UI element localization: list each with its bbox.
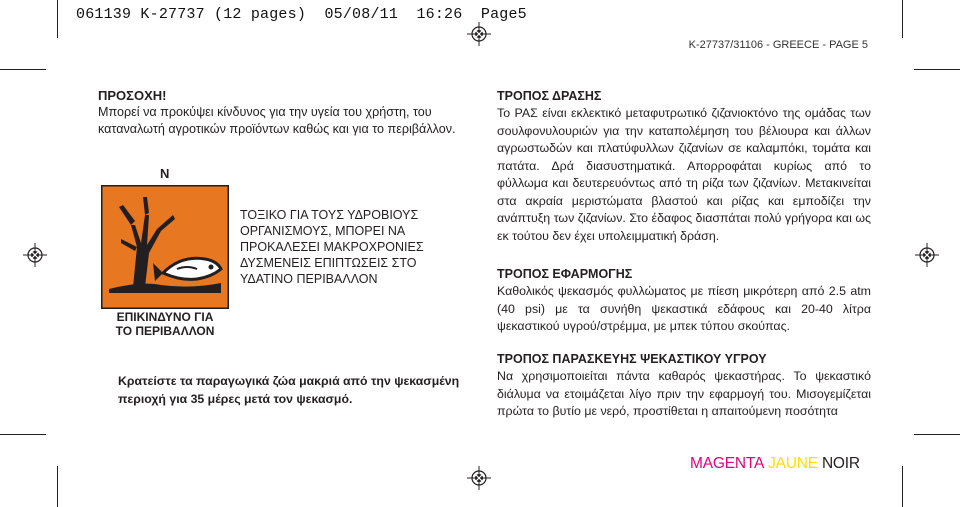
section-text: Καθολικός ψεκασμός φυλλώματος με πίεση μικρότερη από 2.5 atm (40 psi) με τα συνήθη ψεκαστικά εδάφους και 20-40 λίτρα ψεκαστικού υγρού/στρέμμα, με μπεκ τύπου σκούπας. (497, 284, 871, 333)
registration-mark-icon (467, 466, 491, 490)
hazard-caption-line: ΤΟ ΠΕΡΙΒΑΛΛΟΝ (115, 324, 215, 338)
registration-mark-icon (23, 243, 47, 267)
hazard-code-letter: N (160, 166, 170, 181)
color-label-magenta: MAGENTA (690, 455, 765, 472)
crop-mark-top-left-h (0, 69, 46, 70)
crop-mark-bottom-left-v (57, 466, 58, 507)
crop-mark-top-left-v (57, 0, 58, 38)
warning-title: ΠΡΟΣΟΧΗ! (98, 88, 167, 103)
color-separation-bar (690, 455, 864, 473)
crop-mark-bottom-left-h (0, 434, 46, 435)
color-label-yellow: JAUNE (768, 455, 818, 472)
crop-mark-bottom-right-h (914, 434, 960, 435)
crop-mark-top-right-v (902, 0, 903, 38)
section-preparation (497, 351, 871, 421)
warning-text: Μπορεί να προκύψει κίνδυνος για την υγεία του χρήστη, του καταναλωτή αγροτικών προϊόντων καθώς και για το περιβάλλον. (98, 105, 456, 136)
color-label-black: NOIR (821, 455, 860, 472)
crop-mark-bottom-right-v (902, 466, 903, 507)
section-application (497, 266, 871, 336)
section-mode-of-action (497, 88, 871, 245)
crop-mark-top-right-h (914, 69, 960, 70)
livestock-warning: Κρατείστε τα παραγωγικά ζώα μακριά από την ψεκασμένη περιοχή για 35 μέρες μετά τον ψεκασμό. (118, 374, 460, 406)
environment-hazard-icon (101, 185, 229, 309)
section-title: ΤΡΟΠΟΣ ΠΑΡΑΣΚΕΥΗΣ ΨΕΚΑΣΤΙΚΟΥ ΥΓΡΟΥ (497, 352, 767, 366)
section-text: Να χρησιμοποιείται πάντα καθαρός ψεκαστήρας. Το ψεκαστικό διάλυμα να ετοιμάζεται λίγο πριν την εφαρμογή του. Μισογεμίζεται πρώτα το βυτίο με νερό, προστίθεται η απαιτούμενη ποσότητα (497, 369, 871, 418)
warning-block (98, 88, 478, 138)
hazard-caption-line: ΕΠΙΚΙΝΔΥΝΟ ΓΙΑ (116, 310, 214, 324)
print-slug: 061139 K-27737 (12 pages) 05/08/11 16:26 Page5 (76, 6, 527, 23)
section-title: ΤΡΟΠΟΣ ΕΦΑΡΜΟΓΗΣ (497, 267, 633, 281)
toxicity-statement: ΤΟΞΙΚΟ ΓΙΑ ΤΟΥΣ ΥΔΡΟΒΙΟΥΣ ΟΡΓΑΝΙΣΜΟΥΣ, ΜΠΟΡΕΙ ΝΑ ΠΡΟΚΑΛΕΣΕΙ ΜΑΚΡΟΧΡΟΝΙΕΣ ΔΥΣΜΕΝΕΙΣ ΕΠΙΠΤΩΣΕΙΣ ΣΤΟ ΥΔΑΤΙΝΟ ΠΕΡΙΒΑΛΛΟΝ (240, 208, 424, 286)
hazard-caption (95, 310, 235, 338)
registration-mark-icon (915, 243, 939, 267)
registration-mark-icon (467, 22, 491, 46)
section-title: ΤΡΟΠΟΣ ΔΡΑΣΗΣ (497, 89, 602, 103)
page-reference: K-27737/31106 - GREECE - PAGE 5 (688, 39, 868, 51)
section-text: Το ΡΑΣ είναι εκλεκτικό μεταφυτρωτικό ζιζανιοκτόνο της ομάδας των σουλφονυλουριών για την καταπολέμηση του βέλιουρα και άλλων αγρωστωδών και πλατύφυλλων ζιζανίων σε καλαμπόκι, τομάτα και πατάτα. Δρά διασυστηματικά. Απορροφάται κυρίως από το φύλλωμα και δευτερευόντως από τη ρίζα των ζιζανίων. Μετακινείται στα ακραία μεριστώματα βλαστού και ρίζας και εμποδίζει την ανάπτυξη των ζιζανίων. Στο έδαφος διασπάται πολύ γρήγορα και ως εκ τούτου δεν έχει υπολειμματική δράση. (497, 106, 871, 243)
